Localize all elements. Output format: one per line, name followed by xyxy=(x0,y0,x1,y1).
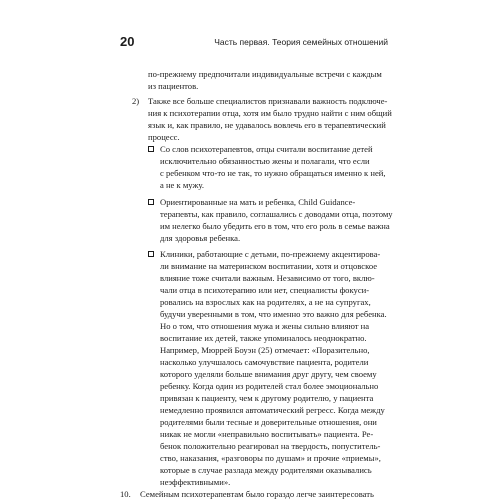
text-line: будучи уверенными в том, что именно это важно для ребенка. xyxy=(160,309,387,319)
text-line: которые в случае разлада между родителями оказывались xyxy=(160,465,372,475)
text-line: Семейным психотерапевтам было гораздо легче заинтересовать xyxy=(140,489,374,499)
text-line: им нелегко было убедить его в том, что его роль в семье важна xyxy=(160,221,390,231)
text-line: воспитание их детей, также упоминалось неоднократно. xyxy=(160,333,367,343)
text-line: из пациентов. xyxy=(148,81,199,91)
text-line: неэффективными». xyxy=(160,477,231,487)
text-line: Ориентированные на мать и ребенка, Child Guidance- xyxy=(160,197,356,207)
text-line: с ребенком что-то не так, то нужно обращаться именно к ней, xyxy=(160,168,386,178)
page-number: 20 xyxy=(120,34,135,49)
text-line: ли внимание на материнском воспитании, хотя и отцовское xyxy=(160,261,378,271)
text-line: Со слов психотерапевтов, отцы считали воспитание детей xyxy=(160,144,373,154)
text-line: чали отца в психотерапию или нет, специалисты фокуси- xyxy=(160,285,370,295)
text-line: ния к психотерапии отца, хотя им было трудно найти с ним общий xyxy=(148,108,392,118)
checkbox-bullet-icon xyxy=(148,251,154,257)
text-line: которого уделяли больше внимания друг другу, чем своему xyxy=(160,369,377,379)
checkbox-bullet-icon xyxy=(148,146,154,152)
text-line: по-прежнему предпочитали индивидуальные встречи с каждым xyxy=(148,69,382,79)
text-line: язык и, как правило, не удавалось вовлечь его в терапевтический xyxy=(148,120,386,130)
list-marker: 10. xyxy=(120,489,131,499)
text-line: ровались на взрослых как на родителях, а не на супругах, xyxy=(160,297,371,307)
text-line: Также все больше специалистов признавали важность подключе- xyxy=(148,96,388,106)
text-line: бенок положительно реагировал на твердость, попуститель- xyxy=(160,441,381,451)
text-line: влияние тоже считали важным. Независимо от того, вклю- xyxy=(160,273,375,283)
text-line: родителями были тесные и доверительные отношения, они xyxy=(160,417,377,427)
text-line: привязан к пациенту, чем к другому родителю, у пациента xyxy=(160,393,374,403)
text-line: насколько улучшалось самочувствие пациента, родители xyxy=(160,357,369,367)
text-line: ребенку. Когда один из родителей стал более эмоционально xyxy=(160,381,379,391)
text-line: Клиники, работающие с детьми, по-прежнему акцентирова- xyxy=(160,249,381,259)
text-line: ство, наказания, «разговоры по душам» и прочие «приемы», xyxy=(160,453,381,463)
checkbox-bullet-icon xyxy=(148,199,154,205)
running-title: Часть первая. Теория семейных отношений xyxy=(214,37,388,47)
text-line: а не к мужу. xyxy=(160,180,204,190)
text-line: терапевты, как правило, соглашались с доводами отца, поэтому xyxy=(160,209,393,219)
list-marker: 2) xyxy=(132,96,140,106)
text-line: никак не могли «неправильно воспитывать» пациента. Ре- xyxy=(160,429,374,439)
text-line: Но о том, что отношения мужа и жены сильно влияют на xyxy=(160,321,370,331)
text-line: исключительно обязанностью жены и полагали, что если xyxy=(160,156,370,166)
text-line: Например, Мюррей Боуэн (25) отмечает: «Поразительно, xyxy=(160,345,370,355)
text-line: процесс. xyxy=(148,132,180,142)
text-line: для здоровья ребенка. xyxy=(160,233,241,243)
text-line: немедленно проявился автоматический регресс. Когда между xyxy=(160,405,385,415)
